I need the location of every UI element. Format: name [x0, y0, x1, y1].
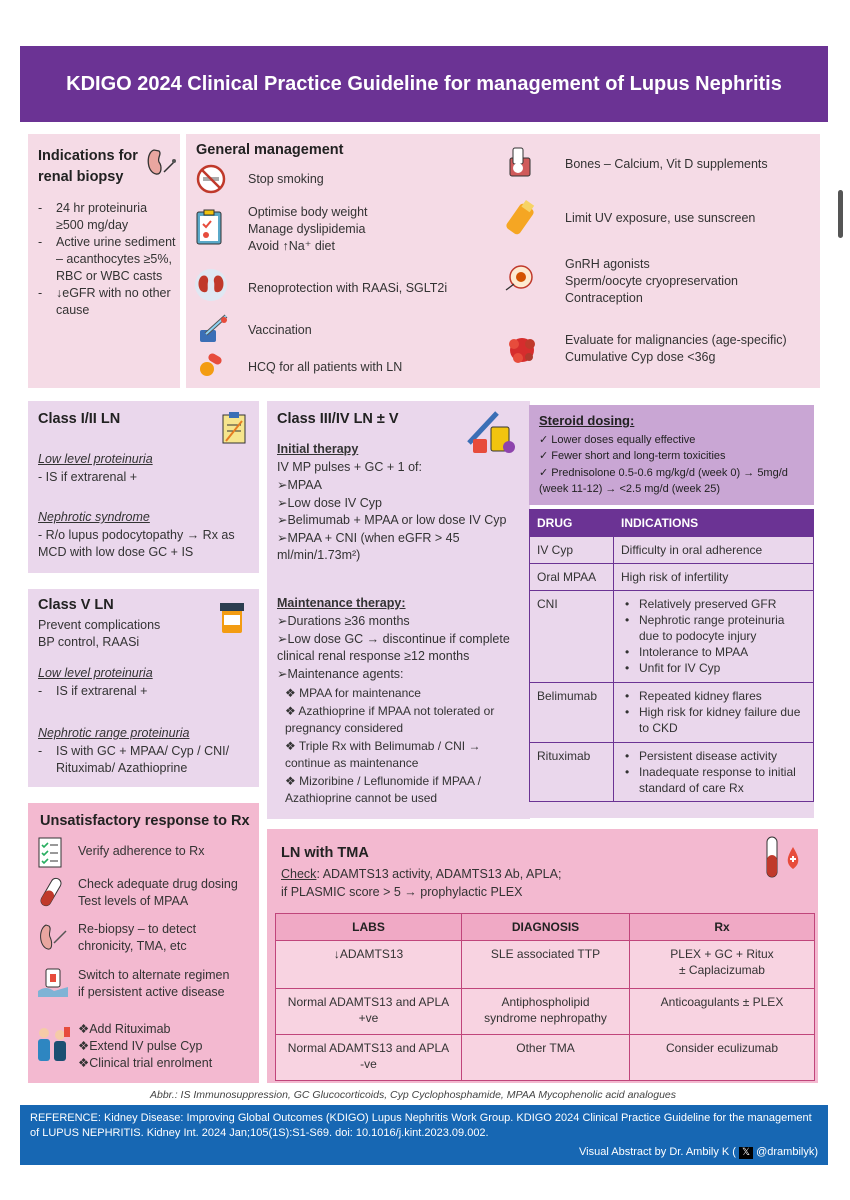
clipboard-health-icon	[194, 208, 226, 248]
initial-heading: Initial therapy	[277, 442, 359, 456]
table-header-row	[276, 914, 815, 941]
initial-item: ➢Belimumab + MPAA or low dose IV Cyp	[277, 513, 507, 527]
general-hcq: HCQ for all patients with LN	[248, 360, 403, 374]
general-vaccination: Vaccination	[248, 323, 312, 337]
title-bar	[20, 46, 828, 122]
unsat-heading: Unsatisfactory response to Rx	[40, 813, 250, 829]
syringe-icon	[196, 312, 230, 346]
drug-cell: CNI	[530, 591, 614, 683]
credit-suffix: )	[814, 1146, 818, 1158]
tma-table	[275, 913, 815, 1081]
biopsy-item: - 24 hr proteinuria ≥500 mg/day	[34, 200, 176, 234]
table-header: Rx	[630, 914, 815, 941]
biopsy-item: - ↓eGFR with no other cause	[34, 285, 176, 319]
general-weight: Optimise body weight Manage dyslipidemia Avoid ↑Na⁺ diet	[248, 205, 368, 253]
indication-bullet: • Repeated kidney flares	[621, 688, 806, 704]
maint-agent: ❖ Triple Rx with Belimumab / CNI → continue as maintenance	[285, 738, 481, 770]
tma-cell: Other TMA	[462, 1035, 630, 1081]
x-logo-icon: 𝕏	[739, 1147, 753, 1159]
table-header-row	[530, 510, 814, 537]
unsat-item: Check adequate drug dosing Test levels of MPAA	[78, 877, 238, 908]
table-row	[530, 683, 814, 743]
indication-cell	[614, 683, 814, 743]
indication-cell	[614, 591, 814, 683]
maint-agent: ❖ MPAA for maintenance	[285, 686, 421, 700]
steroid-panel	[529, 405, 814, 505]
drug-cell: Oral MPAA	[530, 564, 614, 591]
indication-bullet: • Inadequate response to initial standard of care Rx	[621, 764, 806, 796]
twitter-handle[interactable]: @drambilyk	[756, 1146, 815, 1158]
unsat-panel	[28, 803, 259, 1083]
tma-check-label: Check	[281, 867, 317, 881]
class12-sub2: Nephrotic syndrome	[38, 510, 150, 524]
indication-bullet: • Relatively preserved GFR	[621, 596, 806, 612]
page-title: KDIGO 2024 Clinical Practice Guideline for management of Lupus Nephritis	[66, 72, 782, 95]
test-tube-icon	[36, 875, 66, 911]
reference-text: REFERENCE: Kidney Disease: Improving Global Outcomes (KDIGO) Lupus Nephritis Work Group. KDIGO 2024 Clinical Practice Guideline for the management of LUPUS NEPHRITIS. Kidney Int. 2024 Jan;105(1S):S1-S69. doi: 10.1016/j.kint.2023.09.002.	[30, 1112, 812, 1139]
kidneys-icon	[194, 268, 228, 302]
initial-item: ➢Low dose IV Cyp	[277, 495, 382, 510]
table-row	[530, 591, 814, 683]
no-smoking-icon	[196, 164, 226, 194]
drug-cell: Belimumab	[530, 683, 614, 743]
steroid-heading: Steroid dosing:	[539, 413, 635, 428]
blood-tube-icon	[763, 833, 809, 883]
indication-bullet: • Intolerance to MPAA	[621, 644, 806, 660]
reference-bar	[20, 1105, 828, 1165]
table-header: DRUG	[530, 510, 614, 537]
kidney-icon	[144, 146, 178, 180]
tma-cell: ↓ADAMTS13	[276, 941, 462, 989]
drug-cell: Rituximab	[530, 743, 614, 802]
biopsy-heading: Indications for renal biopsy	[38, 148, 138, 185]
indication-cell: High risk of infertility	[614, 564, 814, 591]
kidney-biopsy-icon	[36, 921, 68, 955]
tma-cell: Antiphospholipid syndrome nephropathy	[462, 989, 630, 1035]
pill-icon	[198, 352, 224, 378]
tma-check-text: : ADAMTS13 activity, ADAMTS13 Ab, APLA;	[316, 867, 562, 881]
tma-cell: Consider eculizumab	[630, 1035, 815, 1081]
maint-item: ➢Maintenance agents:	[277, 666, 404, 681]
bone-icon	[504, 144, 538, 182]
unsat-item: Re-biopsy – to detect chronicity, TMA, etc	[78, 922, 197, 953]
table-header: INDICATIONS	[614, 510, 814, 537]
scrollbar[interactable]	[838, 190, 843, 238]
steroid-item: ✓ Fewer short and long-term toxicities	[539, 450, 726, 462]
class5-sub1-item: - IS if extrarenal +	[34, 683, 254, 700]
table-row	[276, 941, 815, 989]
biopsy-item: - Active urine sediment – acanthocytes ≥5%, RBC or WBC casts	[34, 234, 176, 285]
steroid-item: ✓ Prednisolone 0.5-0.6 mg/kg/d (week 0) → 5mg/d (week 11-12) → <2.5 mg/d (week 25)	[539, 467, 788, 495]
tma-heading: LN with TMA	[281, 845, 369, 861]
class12-sub1-text: - IS if extrarenal +	[38, 470, 137, 484]
initial-item: ➢MPAA + CNI (when eGFR > 45 ml/min/1.73m²)	[277, 530, 460, 562]
class12-heading: Class I/II LN	[38, 411, 121, 427]
indication-bullet: • Persistent disease activity	[621, 748, 806, 764]
indication-cell: Difficulty in oral adherence	[614, 537, 814, 564]
indication-bullet: • Nephrotic range proteinuria due to podocyte injury	[621, 612, 806, 644]
table-row	[530, 564, 814, 591]
credit-line	[579, 1145, 818, 1160]
class12-panel	[28, 401, 259, 573]
drug-table-wrap	[529, 509, 814, 818]
unsat-item: ❖Add Rituximab ❖Extend IV pulse Cyp ❖Clinical trial enrolment	[78, 1022, 213, 1070]
tma-cell: SLE associated TTP	[462, 941, 630, 989]
drug-cell: IV Cyp	[530, 537, 614, 564]
maint-item: ➢Low dose GC → discontinue if complete clinical renal response ≥12 months	[277, 631, 510, 663]
medicine-bottle-icon	[216, 597, 250, 635]
table-header: LABS	[276, 914, 462, 941]
indication-cell	[614, 743, 814, 802]
general-malignancy: Evaluate for malignancies (age-specific) Cumulative Cyp dose <36g	[565, 333, 787, 364]
tma-check	[281, 866, 561, 883]
class5-lines: Prevent complications BP control, RAASi	[38, 618, 161, 649]
initial-intro: IV MP pulses + GC + 1 of:	[277, 460, 422, 474]
class12-sub2-text: - R/o lupus podocytopathy → Rx as MCD with low dose GC + IS	[38, 528, 235, 559]
class5-sub1: Low level proteinuria	[38, 666, 153, 680]
general-stop-smoking: Stop smoking	[248, 172, 324, 186]
table-row	[530, 743, 814, 802]
class5-sub2: Nephrotic range proteinuria	[38, 726, 190, 740]
indication-bullet: • High risk for kidney failure due to CKD	[621, 704, 806, 736]
general-uv: Limit UV exposure, use sunscreen	[565, 211, 756, 225]
oocyte-icon	[504, 260, 538, 294]
maint-item: ➢Durations ≥36 months	[277, 614, 410, 628]
class12-sub1: Low level proteinuria	[38, 452, 153, 466]
tma-cell: Normal ADAMTS13 and APLA +ve	[276, 989, 462, 1035]
class34-heading: Class III/IV LN ± V	[277, 411, 399, 427]
unsat-item: Switch to alternate regimen if persistent active disease	[78, 968, 230, 999]
abbreviations: Abbr.: IS Immunosuppression, GC Glucocorticoids, Cyp Cyclophosphamide, MPAA Mycophenolic acid analogues	[150, 1089, 677, 1101]
maint-agent: ❖ Mizoribine / Leflunomide if MPAA / Azathioprine cannot be used	[285, 773, 481, 805]
checklist-icon	[36, 835, 64, 869]
doctor-patient-icon	[34, 1025, 72, 1065]
table-row	[276, 989, 815, 1035]
general-renoprotection: Renoprotection with RAASi, SGLT2i	[248, 281, 448, 295]
general-panel	[186, 134, 820, 388]
class5-heading: Class V LN	[38, 597, 114, 613]
tma-cell: Normal ADAMTS13 and APLA -ve	[276, 1035, 462, 1081]
credit-prefix: Visual Abstract by Dr. Ambily K (	[579, 1146, 736, 1158]
maint-heading: Maintenance therapy:	[277, 596, 406, 610]
tma-cell: PLEX + GC + Ritux ± Caplacizumab	[630, 941, 815, 989]
drug-table	[529, 509, 814, 802]
class5-panel	[28, 589, 259, 787]
maint-agent: ❖ Azathioprine if MPAA not tolerated or pregnancy considered	[285, 703, 495, 735]
steroid-item: ✓ Lower doses equally effective	[539, 434, 696, 446]
unsat-item: Verify adherence to Rx	[78, 844, 205, 858]
tma-cell: Anticoagulants ± PLEX	[630, 989, 815, 1035]
biopsy-panel	[28, 134, 180, 388]
clipboard-icon	[220, 411, 248, 445]
medicine-switch-icon	[36, 965, 70, 1001]
class5-sub2-item: - IS with GC + MPAA/ Cyp / CNI/ Rituximab/ Azathioprine	[34, 743, 254, 777]
general-bones: Bones – Calcium, Vit D supplements	[565, 157, 768, 171]
initial-item: ➢MPAA	[277, 478, 322, 492]
tumor-cell-icon	[504, 332, 540, 368]
table-row	[530, 537, 814, 564]
medications-icon	[463, 403, 519, 457]
class34-panel	[267, 401, 530, 819]
table-header: DIAGNOSIS	[462, 914, 630, 941]
sunscreen-icon	[504, 198, 538, 238]
general-heading: General management	[196, 142, 344, 158]
table-row	[276, 1035, 815, 1081]
general-fertility: GnRH agonists Sperm/oocyte cryopreservation Contraception	[565, 257, 738, 305]
tma-check-text2: if PLASMIC score > 5 → prophylactic PLEX	[281, 885, 523, 899]
indication-bullet: • Unfit for IV Cyp	[621, 660, 806, 676]
tma-panel	[267, 829, 818, 1083]
